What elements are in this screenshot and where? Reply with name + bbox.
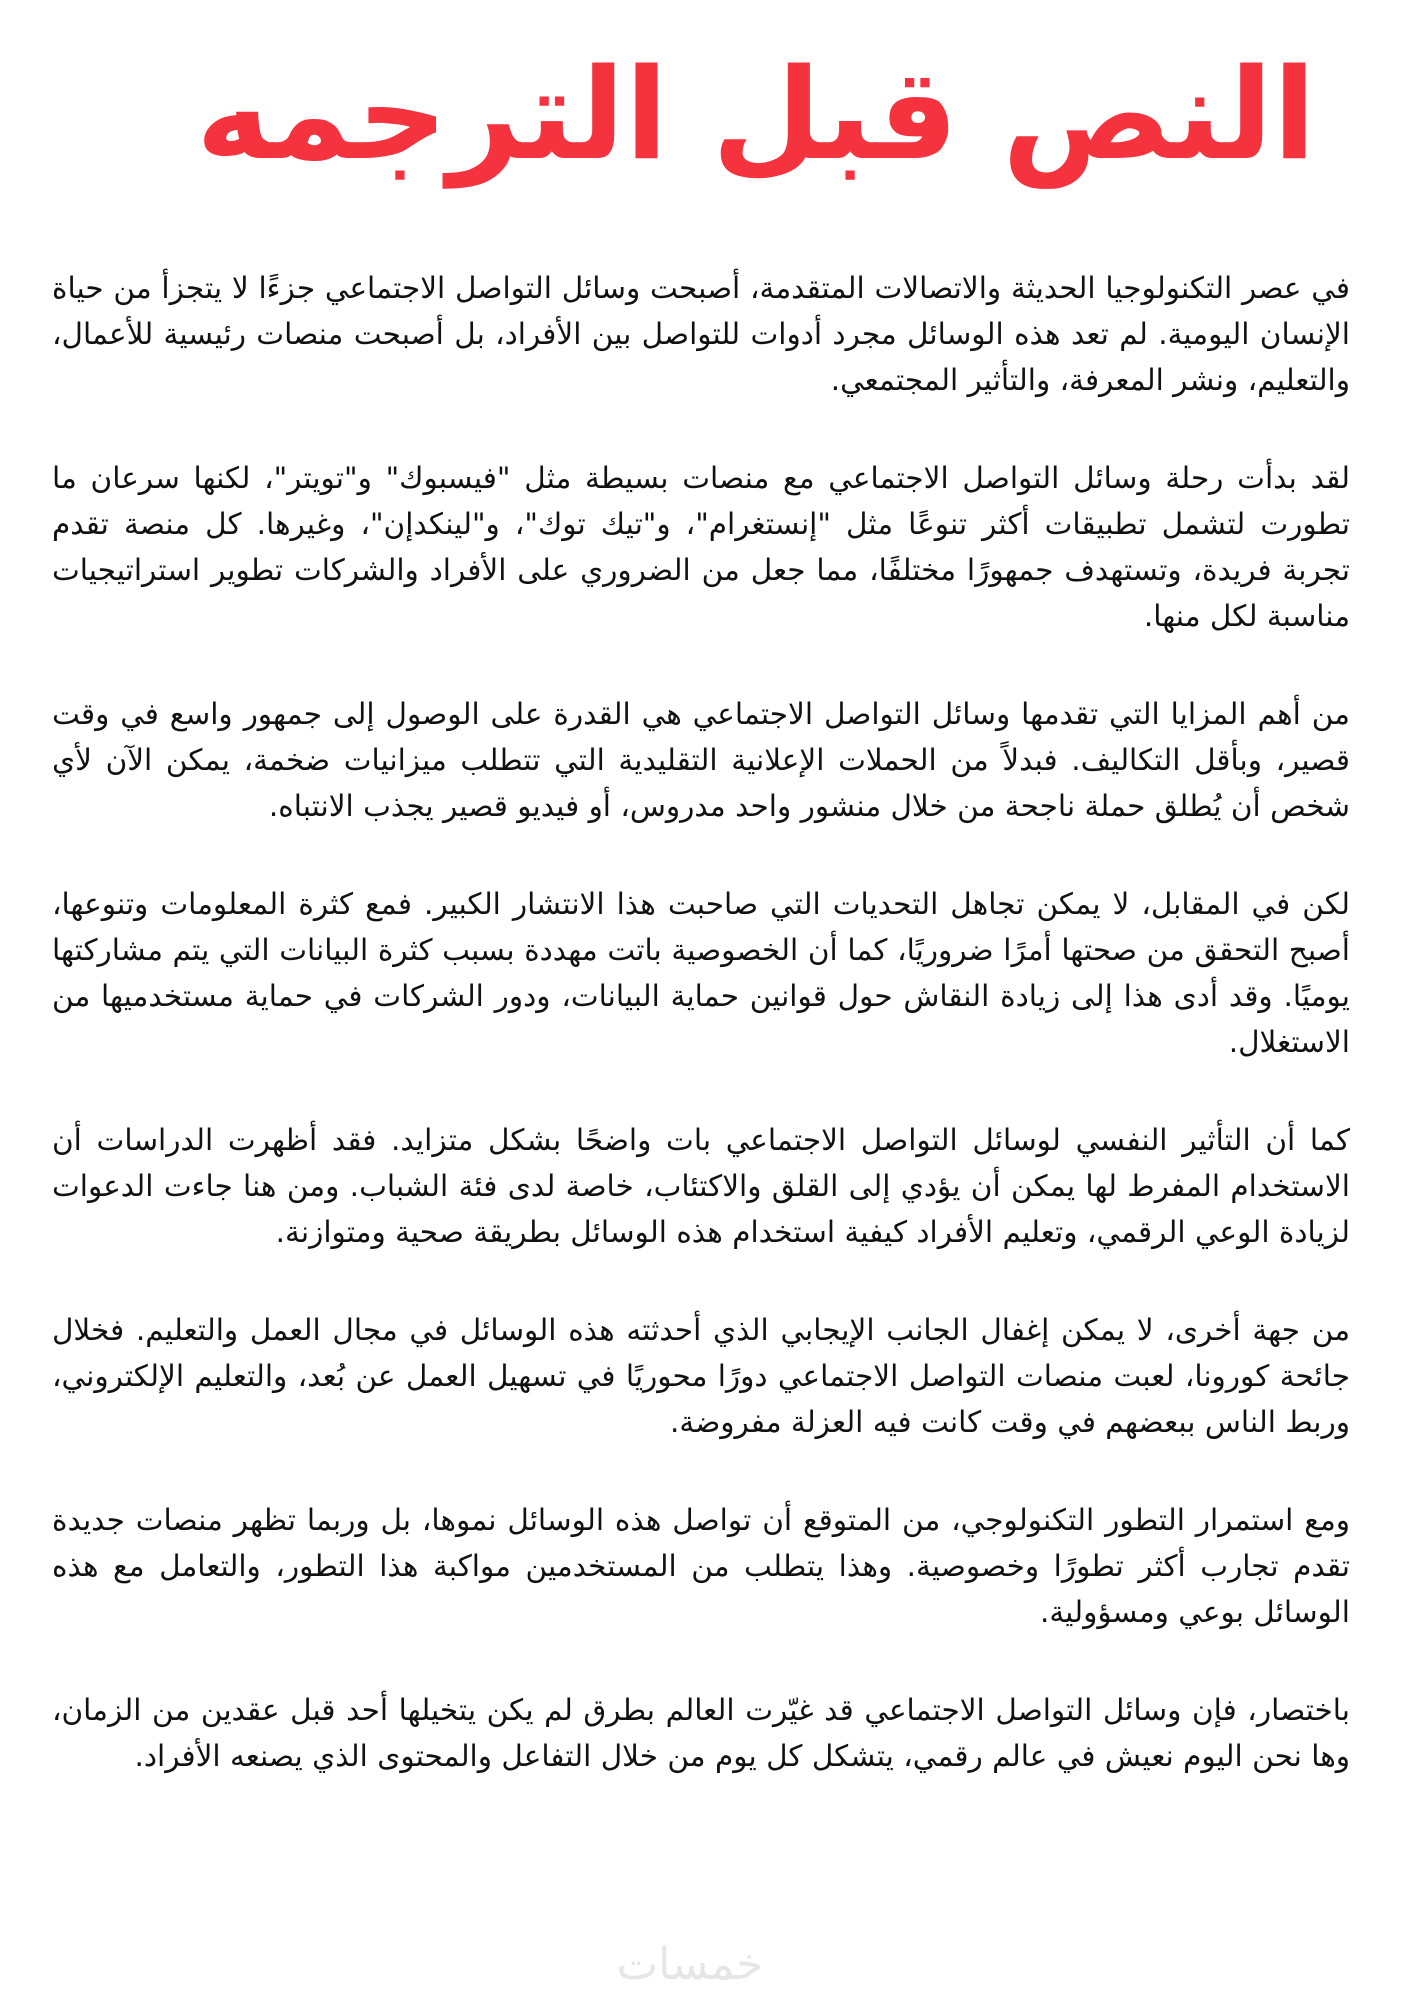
watermark-logo: خمسات (616, 1939, 764, 1990)
paragraph-8: باختصار، فإن وسائل التواصل الاجتماعي قد غيّرت العالم بطرق لم يكن يتخيلها أحد قبل عقدين من الزمان، وها نحن اليوم نعيش في عالم رقمي، يتشكل كل يوم من خلال التفاعل والمحتوى الذي يصنعه الأفراد. (52, 1693, 1350, 1773)
paragraph-2: لقد بدأت رحلة وسائل التواصل الاجتماعي مع منصات بسيطة مثل "فيسبوك" و"تويتر"، لكنها سرعان ما تطورت لتشمل تطبيقات أكثر تنوعًا مثل "إنستغرام"، و"تيك توك"، و"لينكدإن"، وغيرها. كل منصة تقدم تجربة فريدة، وتستهدف جمهورًا مختلفًا، مما جعل من الضروري على الأفراد والشركات تطوير استراتيجيات مناسبة لكل منها. (52, 461, 1350, 633)
document-body (52, 265, 1350, 1779)
paragraph-5: كما أن التأثير النفسي لوسائل التواصل الاجتماعي بات واضحًا بشكل متزايد. فقد أظهرت الدراسات أن الاستخدام المفرط لها يمكن أن يؤدي إلى القلق والاكتئاب، خاصة لدى فئة الشباب. ومن هنا جاءت الدعوات لزيادة الوعي الرقمي، وتعليم الأفراد كيفية استخدام هذه الوسائل بطريقة صحية ومتوازنة. (52, 1123, 1350, 1249)
paragraph-3: من أهم المزايا التي تقدمها وسائل التواصل الاجتماعي هي القدرة على الوصول إلى جمهور واسع في وقت قصير، وبأقل التكاليف. فبدلاً من الحملات الإعلانية التقليدية التي تتطلب ميزانيات ضخمة، يمكن الآن لأي شخص أن يُطلق حملة ناجحة من خلال منشور واحد مدروس، أو فيديو قصير يجذب الانتباه. (52, 697, 1350, 823)
paragraph-4: لكن في المقابل، لا يمكن تجاهل التحديات التي صاحبت هذا الانتشار الكبير. فمع كثرة المعلومات وتنوعها، أصبح التحقق من صحتها أمرًا ضروريًا، كما أن الخصوصية باتت مهددة بسبب كثرة البيانات التي يتم مشاركتها يوميًا. وقد أدى هذا إلى زيادة النقاش حول قوانين حماية البيانات، ودور الشركات في حماية مستخدميها من الاستغلال. (52, 887, 1350, 1059)
paragraph-6: من جهة أخرى، لا يمكن إغفال الجانب الإيجابي الذي أحدثته هذه الوسائل في مجال العمل والتعليم. فخلال جائحة كورونا، لعبت منصات التواصل الاجتماعي دورًا محوريًا في تسهيل العمل عن بُعد، والتعليم الإلكتروني، وربط الناس ببعضهم في وقت كانت فيه العزلة مفروضة. (52, 1313, 1350, 1439)
page-title: النص قبل الترجمه (196, 41, 1316, 188)
paragraph-7: ومع استمرار التطور التكنولوجي، من المتوقع أن تواصل هذه الوسائل نموها، بل وربما تظهر منصات جديدة تقدم تجارب أكثر تطورًا وخصوصية. وهذا يتطلب من المستخدمين مواكبة هذا التطور، والتعامل مع هذه الوسائل بوعي ومسؤولية. (52, 1503, 1350, 1629)
paragraph-1: في عصر التكنولوجيا الحديثة والاتصالات المتقدمة، أصبحت وسائل التواصل الاجتماعي جزءًا لا يتجزأ من حياة الإنسان اليومية. لم تعد هذه الوسائل مجرد أدوات للتواصل بين الأفراد، بل أصبحت منصات رئيسية للأعمال، والتعليم، ونشر المعرفة، والتأثير المجتمعي. (52, 271, 1350, 397)
